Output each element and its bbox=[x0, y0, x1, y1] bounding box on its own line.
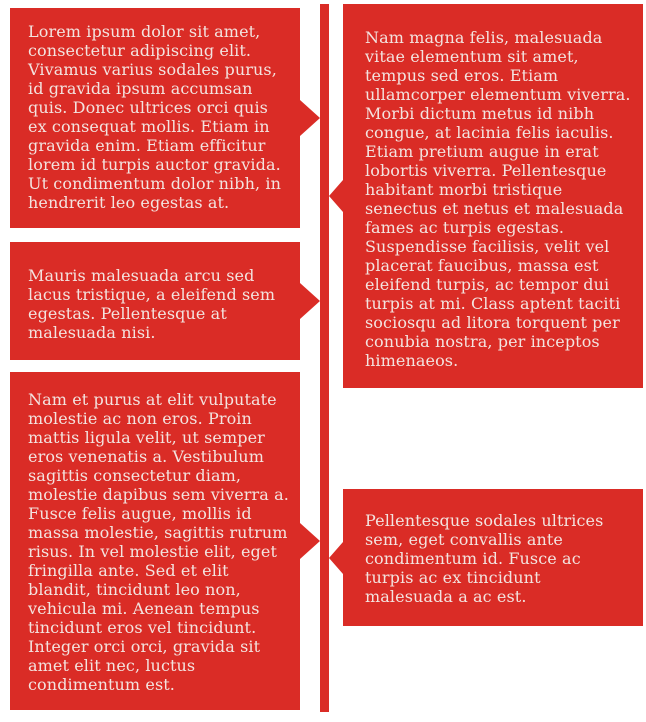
speech-bubble-right-2 bbox=[343, 489, 643, 626]
arrow-left-icon bbox=[329, 180, 343, 212]
speech-bubble-left-3 bbox=[10, 372, 300, 710]
speech-bubble-left-1 bbox=[10, 8, 300, 228]
speech-bubble-text: Lorem ipsum dolor sit amet, consectetur adipiscing elit. Vivamus varius sodales purus, id gravida ipsum accumsan quis. Donec ultrices orci quis ex consequat mollis. Etiam in gravida enim. Etiam efficitur lorem id turpis auctor gravida. Ut condimentum dolor nibh, in hendrerit leo egestas at. bbox=[28, 22, 282, 212]
speech-bubble-left-2 bbox=[10, 242, 300, 360]
speech-bubble-text: Pellentesque sodales ultrices sem, eget convallis ante condimentum id. Fusce ac turpis ac ex tincidunt malesuada a ac est. bbox=[365, 511, 604, 606]
timeline-spine bbox=[320, 4, 329, 712]
speech-bubble-text: Nam magna felis, malesuada vitae elementum sit amet, tempus sed eros. Etiam ullamcorper elementum viverra. Morbi dictum metus id nibh congue, at lacinia felis iaculis. Etiam pretium augue in erat lobortis viverra. Pellentesque habitant morbi tristique senectus et netus et malesuada fames ac turpis egestas. Suspendisse facilisis, velit vel placerat faucibus, massa est eleifend turpis, ac tempor dui turpis at mi. Class aptent taciti sociosqu ad litora torquent per conubia nostra, per inceptos himenaeos. bbox=[365, 28, 631, 370]
speech-bubble-text: Nam et purus at elit vulputate molestie ac non eros. Proin mattis ligula velit, ut semper eros venenatis a. Vestibulum sagittis consectetur diam, molestie dapibus sem viverra a. Fusce felis augue, mollis id massa molestie, sagittis rutrum risus. In vel molestie elit, eget fringilla ante. Sed et elit blandit, tincidunt leo non, vehicula mi. Aenean tempus tincidunt eros vel tincidunt. Integer orci orci, gravida sit amet elit nec, luctus condimentum est. bbox=[28, 390, 289, 694]
arrow-left-icon bbox=[329, 542, 343, 574]
speech-bubble-text: Mauris malesuada arcu sed lacus tristique, a eleifend sem egestas. Pellentesque at malesuada nisi. bbox=[28, 266, 276, 342]
arrow-right-icon bbox=[300, 100, 320, 136]
speech-bubble-right-1 bbox=[343, 4, 643, 388]
arrow-right-icon bbox=[300, 523, 320, 559]
arrow-right-icon bbox=[300, 283, 320, 319]
